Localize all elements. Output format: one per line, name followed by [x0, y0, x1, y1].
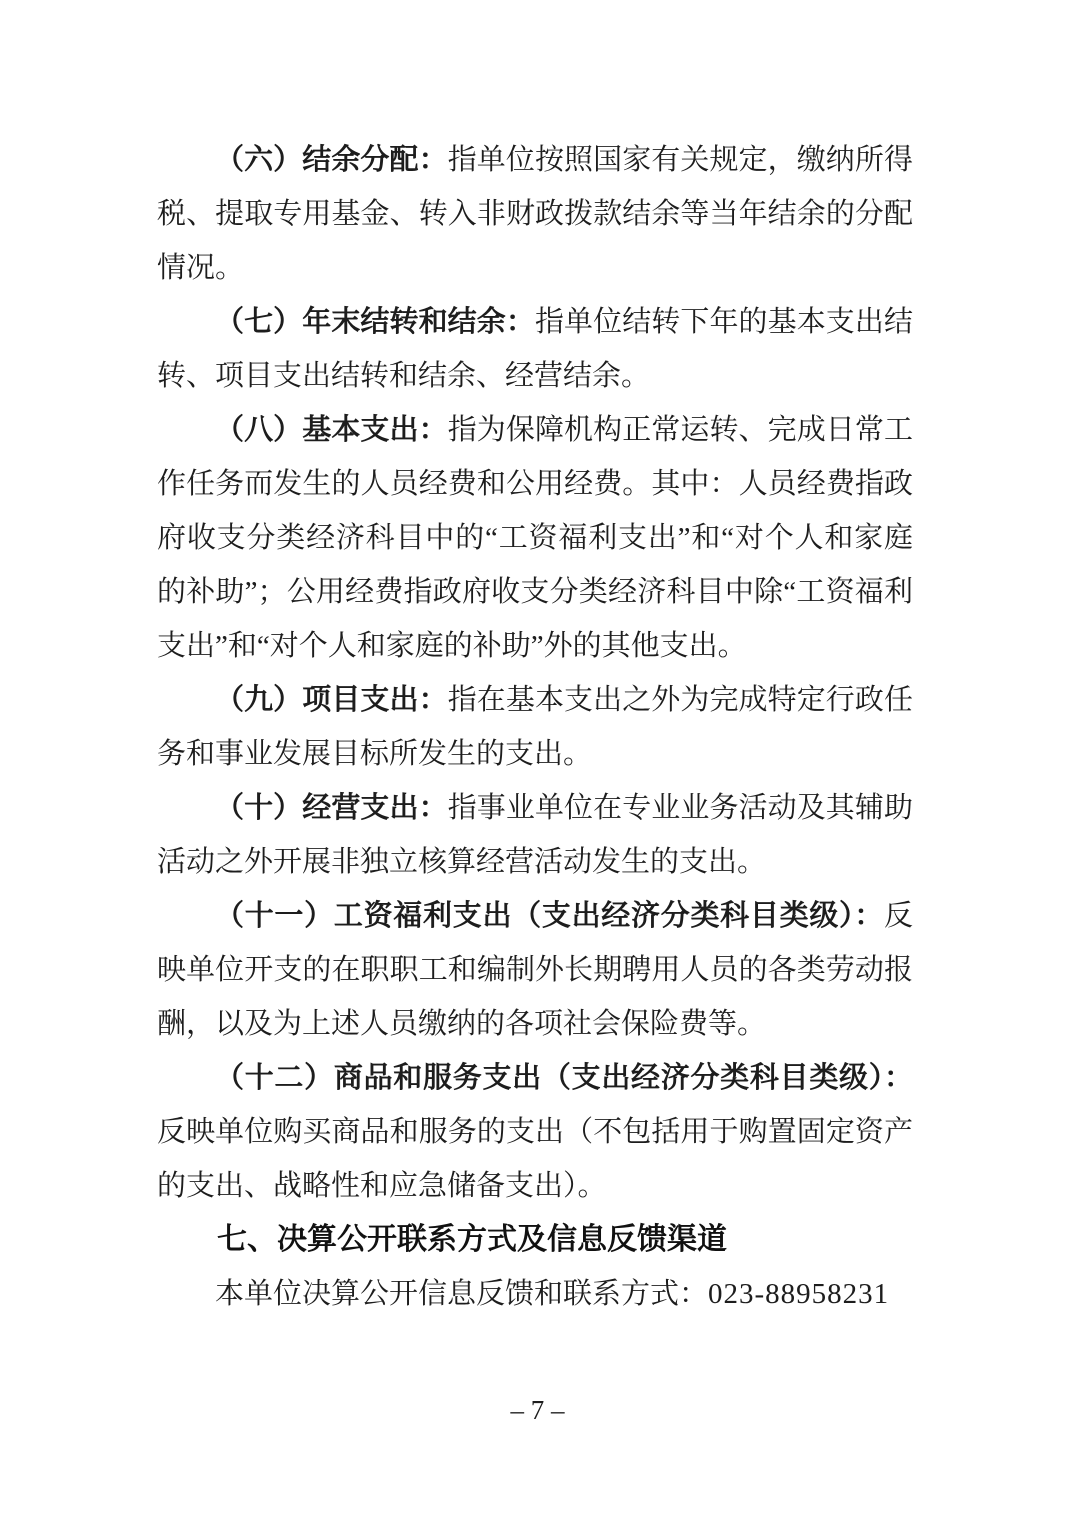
definition-paragraph-11: [157, 889, 913, 1051]
definition-term: （七）年末结转和结余：: [215, 306, 535, 338]
definition-term: （十二）商品和服务支出（支出经济分类科目类级）：: [215, 1062, 913, 1094]
definition-paragraph-10: [157, 781, 913, 889]
page-footer: [0, 1390, 1075, 1430]
definition-paragraph-9: [157, 673, 913, 781]
definition-term: （八）基本支出：: [215, 414, 448, 446]
definition-term: （十）经营支出：: [215, 792, 448, 824]
definition-term: （十一）工资福利支出（支出经济分类科目类级）：: [215, 900, 884, 932]
definition-body: 指事业单位在专业业务活动及其辅助活动之外开展非独立核算经营活动发生的支出。: [157, 792, 913, 878]
page-number: – 7 –: [510, 1395, 565, 1425]
definition-paragraph-12: [157, 1051, 913, 1213]
definition-paragraph-6: [157, 133, 913, 295]
definition-term: （九）项目支出：: [215, 684, 448, 716]
definition-paragraph-7: [157, 295, 913, 403]
text-block: [157, 133, 913, 1321]
definition-body: 指单位按照国家有关规定，缴纳所得税、提取专用基金、转入非财政拨款结余等当年结余的分配情况。: [157, 144, 913, 284]
section-heading: 七、决算公开联系方式及信息反馈渠道: [217, 1223, 727, 1256]
contact-line: [157, 1267, 913, 1321]
contact-label: 本单位决算公开信息反馈和联系方式：: [215, 1278, 709, 1310]
definition-term: （六）结余分配：: [215, 144, 448, 176]
definition-body: 指在基本支出之外为完成特定行政任务和事业发展目标所发生的支出。: [157, 684, 913, 770]
contact-phone: 023-88958231: [708, 1278, 890, 1310]
definition-body: 指为保障机构正常运转、完成日常工作任务而发生的人员经费和公用经费。其中：人员经费指政府收支分类经济科目中的“工资福利支出”和“对个人和家庭的补助”；公用经费指政府收支分类经济科目中除“工资福利支出”和“对个人和家庭的补助”外的其他支出。: [157, 414, 913, 662]
definition-paragraph-8: [157, 403, 913, 673]
definition-body: 反映单位开支的在职职工和编制外长期聘用人员的各类劳动报酬，以及为上述人员缴纳的各项社会保险费等。: [157, 900, 913, 1040]
definition-body: 指单位结转下年的基本支出结转、项目支出结转和结余、经营结余。: [157, 306, 913, 392]
definition-body: 反映单位购买商品和服务的支出（不包括用于购置固定资产的支出、战略性和应急储备支出）。: [157, 1116, 913, 1202]
